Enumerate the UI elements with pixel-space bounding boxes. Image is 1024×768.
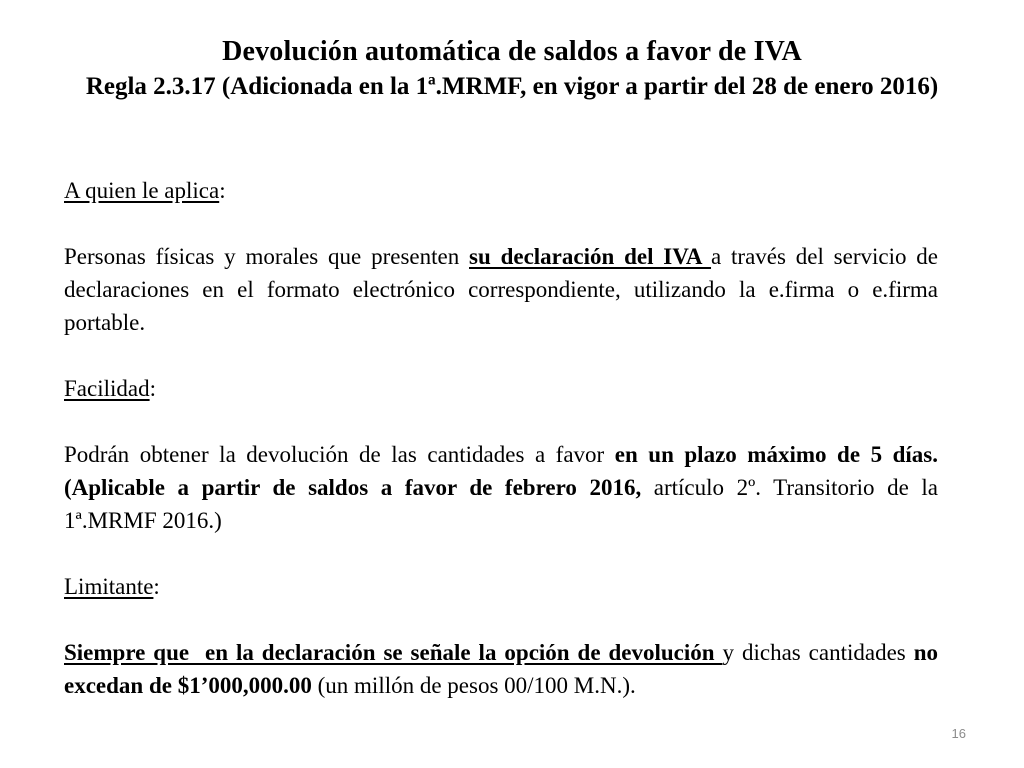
- facilidad-text-1: Podrán obtener la devolución de las cantidades a favor: [64, 442, 615, 467]
- limitante-heading-colon: :: [153, 574, 160, 599]
- facilidad-heading-colon: :: [149, 376, 156, 401]
- limitante-text-4: (un millón de pesos 00/100 M.N.).: [311, 673, 636, 698]
- facilidad-heading-text: Facilidad: [64, 376, 150, 401]
- spacer: [64, 603, 938, 636]
- aplica-emphasis: su declaración del IVA: [469, 244, 712, 269]
- facilidad-emphasis-plazo: en un plazo máximo de 5 días.: [614, 442, 938, 467]
- facilidad-emphasis-aplicable: (Aplicable a partir de saldos a favor de febrero 2016,: [64, 475, 642, 500]
- slide-body: [64, 174, 938, 702]
- section-limitante-heading: [64, 570, 938, 603]
- page-number: 16: [951, 726, 966, 741]
- spacer: [64, 339, 938, 372]
- spacer: [64, 537, 938, 570]
- section-facilidad-paragraph: [64, 438, 938, 537]
- facilidad-text-5: artículo 2º. Transitorio de la 1ª.MRMF 2016.): [64, 475, 938, 533]
- aplica-text-1: Personas físicas y morales que presenten: [64, 244, 470, 269]
- title-rule-subtitle: Regla 2.3.17 (Adicionada en la 1ª.MRMF, en vigor a partir del 28 de enero 2016): [85, 73, 939, 100]
- section-facilidad-heading: [64, 372, 938, 405]
- aplica-heading-text: A quien le aplica: [64, 178, 220, 203]
- aplica-heading-colon: :: [219, 178, 226, 203]
- limitante-heading-text: Limitante: [64, 574, 154, 599]
- limitante-emphasis-siempre: Siempre que en la declaración se señale la opción de devolución: [64, 640, 723, 665]
- section-aplica-paragraph: [64, 240, 938, 339]
- section-aplica-heading: [64, 174, 938, 207]
- slide-title: [40, 34, 984, 103]
- spacer: [64, 207, 938, 240]
- section-limitante-paragraph: [64, 636, 938, 702]
- aplica-text-3: a través del servicio de declaraciones en el formato electrónico correspondiente, utilizando la e.firma o e.firma portable.: [64, 244, 938, 335]
- spacer: [64, 405, 938, 438]
- limitante-emphasis-monto: no excedan de $1’000,000.00: [64, 640, 938, 698]
- limitante-text-2: y dichas cantidades: [722, 640, 914, 665]
- title-main: Devolución automática de saldos a favor de IVA: [222, 36, 802, 67]
